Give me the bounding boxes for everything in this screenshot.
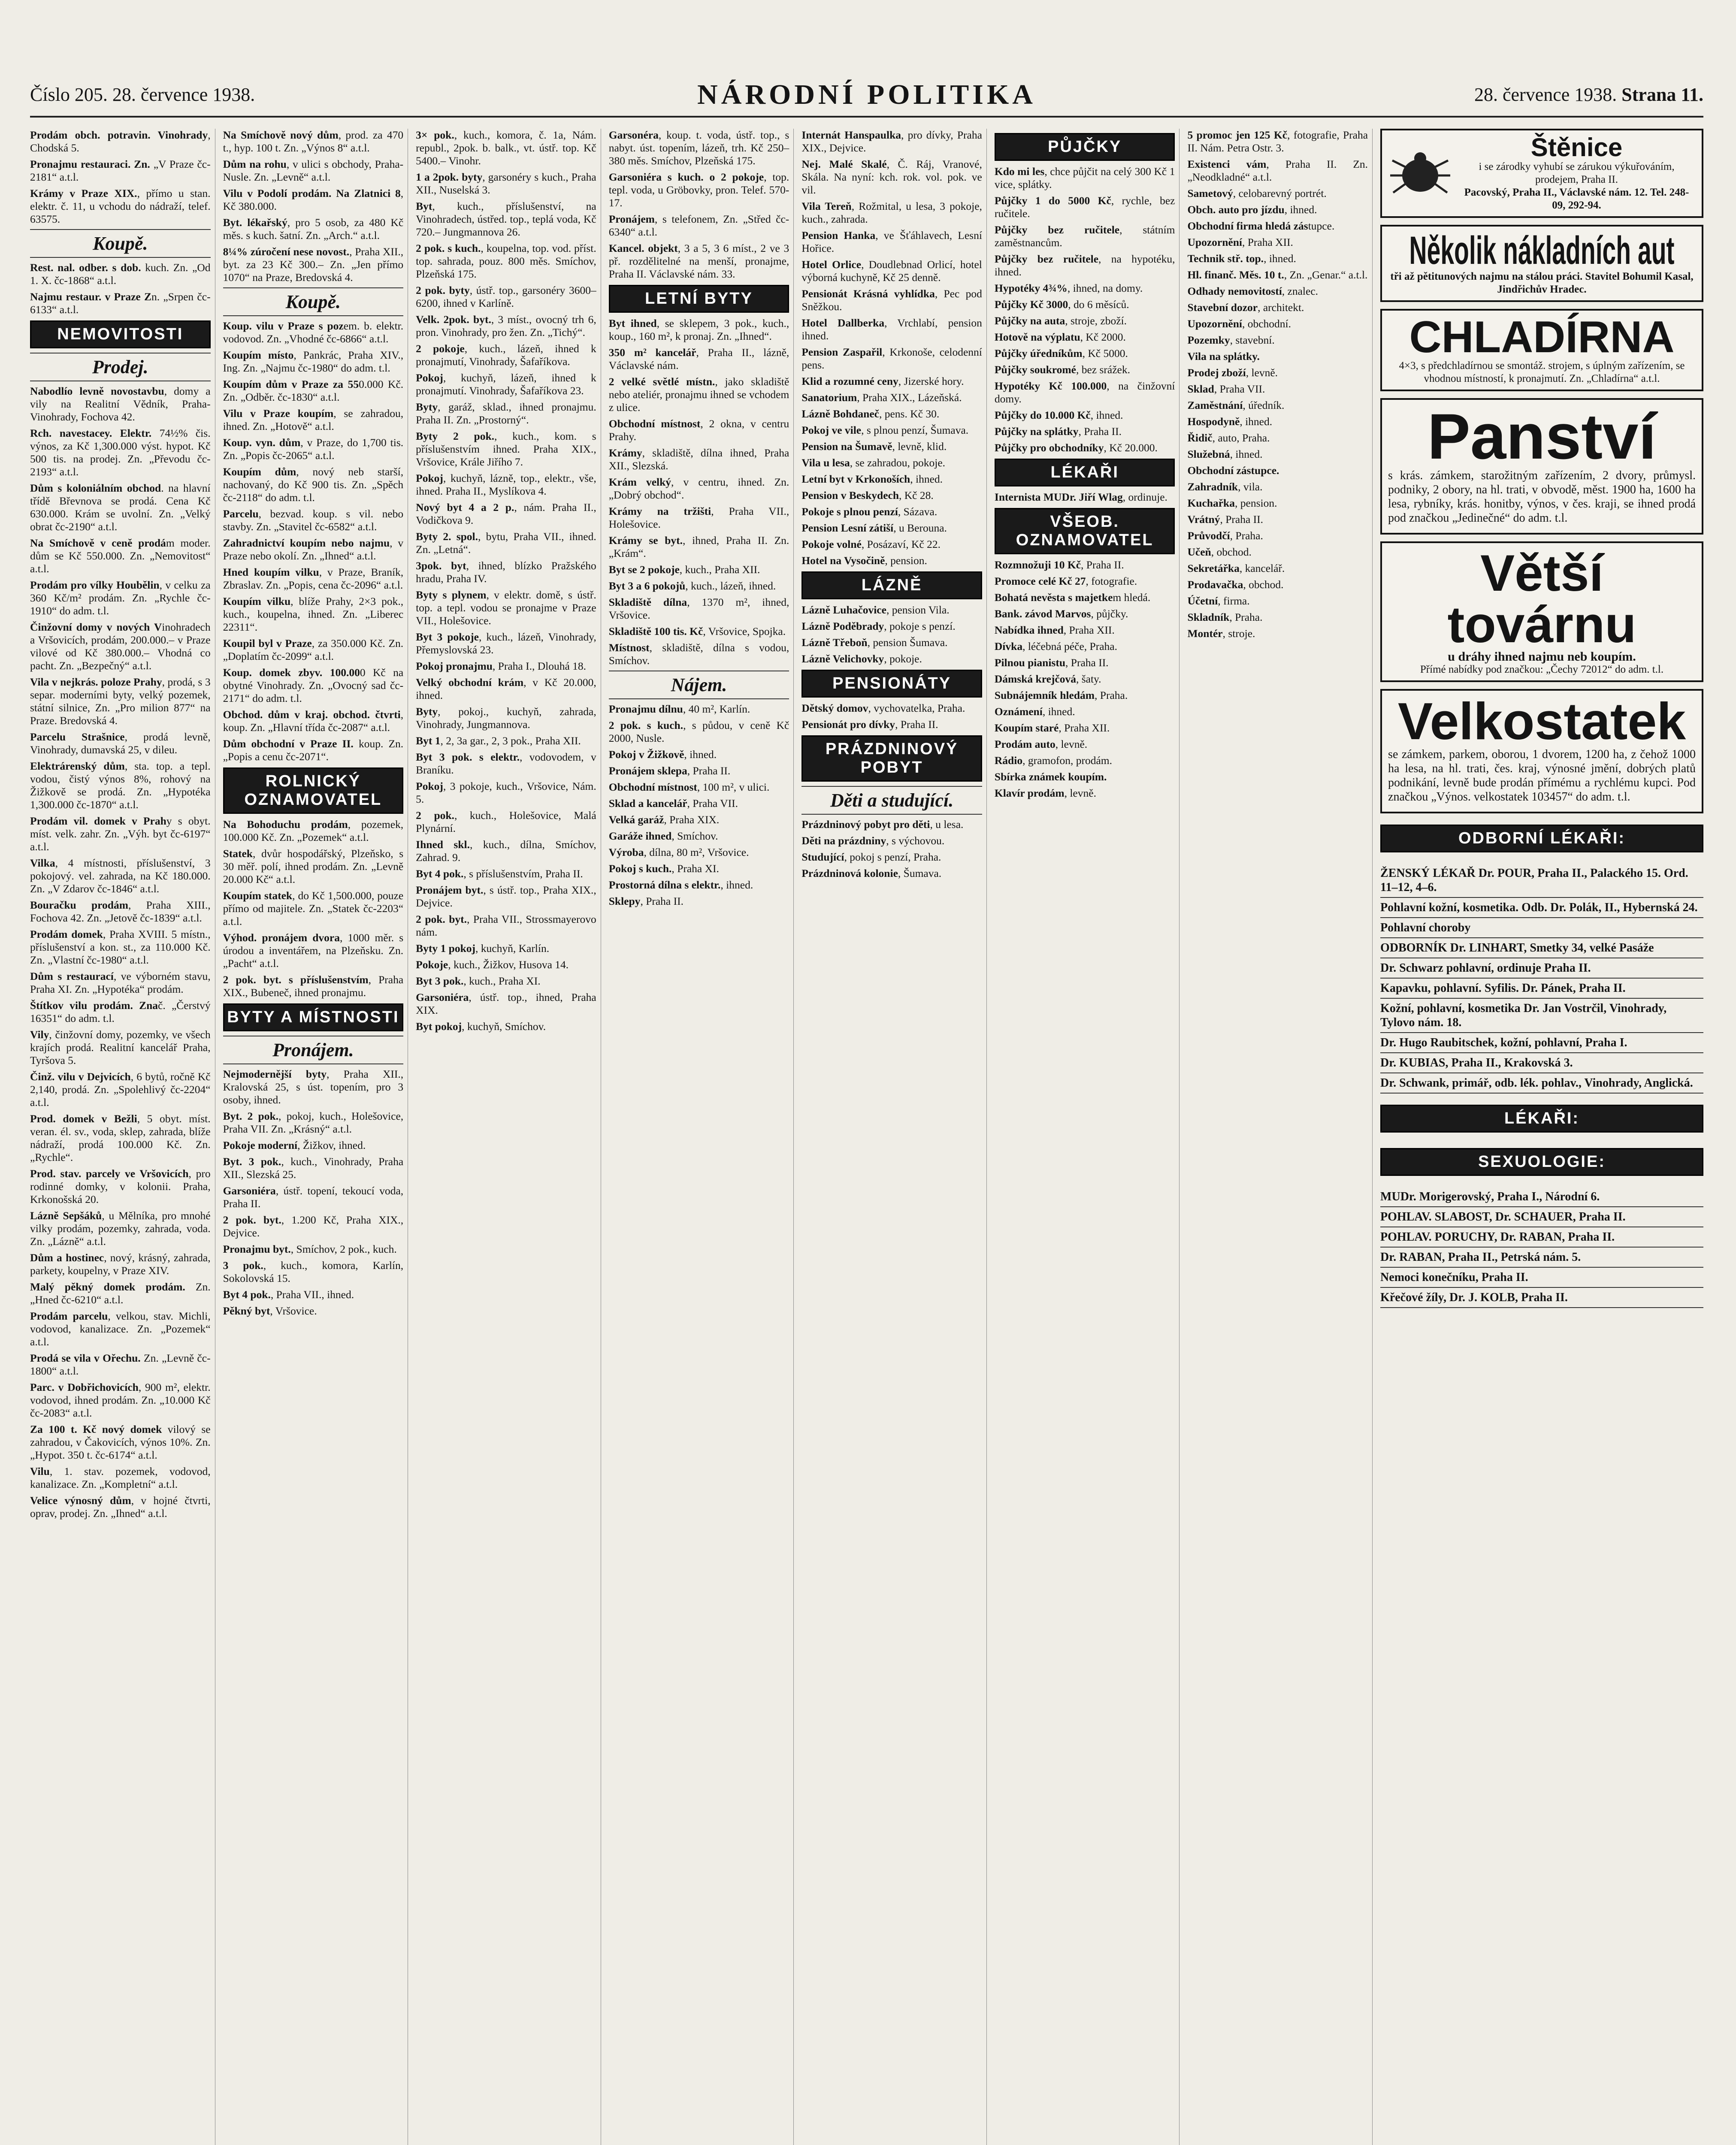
classified-ad: Hypotéky Kč 100.000, na činžovní domy. xyxy=(994,380,1175,405)
doctor-ad: POHLAV. SLABOST, Dr. SCHAUER, Praha II. xyxy=(1380,1207,1703,1227)
section-deti: Děti a studující. xyxy=(801,786,982,815)
classified-ad: Byt 3 pok., kuch., Praha XI. xyxy=(416,975,541,987)
classified-ad: Odhady nemovitostí, znalec. xyxy=(1187,285,1319,297)
classified-ad: Existenci vám, Praha II. Zn. „Neodkladné“ a.t.l. xyxy=(1187,158,1368,183)
classified-ad: Kuchařka, pension. xyxy=(1187,497,1277,509)
classified-ad: Půjčky pro obchodníky, Kč 20.000. xyxy=(994,441,1158,454)
classified-ad: Vilka, 4 místnosti, příslušenství, 3 pokojový. vel. zahrada, na Kč 180.000. Zn. „V Zdarov čc-1846“ a.t.l. xyxy=(30,857,211,895)
doctor-ad: Pohlavní choroby xyxy=(1380,918,1703,938)
classified-ad: Skladník, Praha. xyxy=(1187,611,1263,623)
factory-ad xyxy=(1380,541,1703,682)
classified-ad: Velice výnosný dům, v hojné čtvrti, oprav, prodej. Zn. „Ihned“ a.t.l. xyxy=(30,1494,211,1520)
classified-ad: Vila na splátky. xyxy=(1187,350,1260,363)
classified-ad: Nej. Malé Skalé, Č. Ráj, Vranové, Skála. Na nyní: kch. rok. vol. pok. ve vil. xyxy=(801,158,982,196)
page-info xyxy=(1474,84,1703,106)
classified-ad: Byty s plynem, v elektr. domě, s ústř. top. a tepl. vodou se pronajme v Praze VII., Holešovice. xyxy=(416,589,596,627)
classified-ad: Koupím dům, nový neb starší, nachovaný, do Kč 900 tis. Zn. „Spěch čc-2118“ do adm. t.l. xyxy=(223,465,404,504)
classified-ad: Byt pokoj, kuchyň, Smíchov. xyxy=(416,1020,546,1033)
classified-ad: Obchodní místnost, 2 okna, v centru Prahy. xyxy=(608,417,789,443)
classified-ad: Pokoj, 3 pokoje, kuch., Vršovice, Nám. 5. xyxy=(416,780,596,805)
masthead-rule xyxy=(30,116,1703,118)
classified-ad: Byt. 2 pok., pokoj, kuch., Holešovice, Praha VII. Zn. „Krásný“ a.t.l. xyxy=(223,1110,404,1135)
classified-ad: Lázně Velichovky, pokoje. xyxy=(801,653,922,665)
classified-ad: Dětský domov, vychovatelka, Praha. xyxy=(801,702,965,714)
classified-ad: 1 a 2pok. byty, garsonéry s kuch., Praha XII., Nuselská 3. xyxy=(416,171,596,196)
classified-ad: Vilu v Praze koupím, se zahradou, ihned. Zn. „Hotově“ a.t.l. xyxy=(223,407,404,432)
classified-ad: Koupím staré, Praha XII. xyxy=(994,722,1110,734)
classified-ad: Pokoje, kuch., Žižkov, Husova 14. xyxy=(416,958,569,971)
classified-ad: Pronájem, s telefonem, Zn. „Střed čc-6340“ a.t.l. xyxy=(608,213,789,238)
classified-ad: Klid a rozumné ceny, Jizerské hory. xyxy=(801,375,964,387)
classified-ad: 3 pok., kuch., komora, Karlín, Sokolovská 15. xyxy=(223,1259,404,1284)
doctor-ad: Dr. KUBIAS, Praha II., Krakovská 3. xyxy=(1380,1053,1703,1073)
classified-ad: Statek, dvůr hospodářský, Plzeňsko, s 30 měř. polí, ihned prodám. Zn. „Levně 20.000 Kč“ a.t.l. xyxy=(223,847,404,885)
bedbug-firm: Pacovský, Praha II., Václavské nám. 12. Tel. 248-09, 292-94. xyxy=(1464,187,1689,211)
classified-ad: Pěkný byt, Vršovice. xyxy=(223,1305,317,1317)
classified-ad: Byty, pokoj., kuchyň, zahrada, Vinohrady, Jungmannova. xyxy=(416,705,596,731)
classified-ad: Činž. vilu v Dejvicích, 6 bytů, ročně Kč 2,140, prodá. Zn. „Spolehlivý čc-2204“ a.t.l. xyxy=(30,1070,211,1109)
classified-ad: Velk. 2pok. byt., 3 míst., ovocný trh 6, pron. Vinohrady, pro žen. Zn. „Tichý“. xyxy=(416,313,596,338)
classified-ad: Dům s koloniálním obchod. na hlavní třídě Břevnova se prodá. Cena Kč 630.000. Krám se uvolní. Zn. „Velký obrat čc-2190“ a.t.l. xyxy=(30,482,211,533)
classified-ad: Pokoj pronajmu, Praha I., Dlouhá 18. xyxy=(416,660,587,672)
classified-ad: Byt 4 pok., Praha VII., ihned. xyxy=(223,1288,354,1301)
classified-ad: Najmu restaur. v Praze Zn. „Srpen čc-6133“ a.t.l. xyxy=(30,290,211,316)
classified-ad: 2 velké světlé místn., jako skladiště nebo ateliér, pronajmu ihned se vchodem z ulice. xyxy=(608,375,789,414)
bedbug-title: Štěnice xyxy=(1530,133,1623,162)
classified-ad: Rest. nal. odber. s dob. kuch. Zn. „Od 1. X. čc-1868“ a.t.l. xyxy=(30,261,211,287)
classified-ad: Koup. vyn. dům, v Praze, do 1,700 tis. Zn. „Popis čc-2065“ a.t.l. xyxy=(223,436,404,462)
classified-ad: Vilu v Podolí prodám. Na Zlatnici 8, Kč 380.000. xyxy=(223,187,404,212)
classified-ad: Pokoj v Žižkově, ihned. xyxy=(608,748,717,761)
classified-ad: Pokoj ve vile, s plnou penzí, Šumava. xyxy=(801,424,969,436)
classified-ad: Dámská krejčová, šaty. xyxy=(994,673,1101,685)
classified-ad: Pronájem sklepa, Praha II. xyxy=(608,764,731,777)
classified-ad: Na Smíchově nový dům, prod. za 470 t., hyp. 100 t. Zn. „Výnos 8“ a.t.l. xyxy=(223,129,404,154)
classified-ad: Byty, garáž, sklad., ihned pronajmu. Praha II. Zn. „Prostorný“. xyxy=(416,401,596,426)
classified-ad: Půjčky úředníkům, Kč 5000. xyxy=(994,347,1128,360)
trucks-title: Několik nákladních aut xyxy=(1409,229,1675,272)
classified-ad: Výroba, dílna, 80 m², Vršovice. xyxy=(608,846,749,858)
classified-ad: Sklad, Praha VII. xyxy=(1187,383,1265,395)
classified-ad: Nabodlío levně novostavbu, domy a vily na Realitní Vědník, Praha-Vinohrady, Fochova 42. xyxy=(30,385,211,423)
doctor-ad: Pohlavní kožní, kosmetika. Odb. Dr. Polák, II., Hybernská 24. xyxy=(1380,898,1703,918)
section-penzionaty: PENSIONÁTY xyxy=(801,670,982,698)
classified-ad: Nabídka ihned, Praha XII. xyxy=(994,624,1115,636)
column-1 xyxy=(30,129,215,2145)
section-odborni-lekari: ODBORNÍ LÉKAŘI: xyxy=(1380,825,1703,852)
classified-ad: 2 pok. byt., 1.200 Kč, Praha XIX., Dejvice. xyxy=(223,1214,404,1239)
classified-ad: Byt 3 a 6 pokojů, kuch., lázeň, ihned. xyxy=(608,580,776,592)
classified-ad: Prázdninový pobyt pro děti, u lesa. xyxy=(801,818,964,831)
classified-ad: Pension v Beskydech, Kč 28. xyxy=(801,489,934,502)
classified-ad: Prod. domek v Bežli, 5 obyt. míst. veran. él. sv., voda, sklep, zahrada, blíže nádraží, prodá 100.000 Kč. Zn. „Rychle“. xyxy=(30,1112,211,1163)
classified-ad: Vily, činžovní domy, pozemky, ve všech krajích prodá. Realitní kancelář Praha, Tyršova 5. xyxy=(30,1028,211,1066)
classified-ad: Pension Hanka, ve Šťáhlavech, Lesní Hořice. xyxy=(801,229,982,254)
classified-ad: Vilu, 1. stav. pozemek, vodovod, kanalizace. Zn. „Kompletní“ a.t.l. xyxy=(30,1465,211,1490)
section-byty: BYTY A MÍSTNOSTI xyxy=(223,1003,404,1031)
classified-ad: Prostorná dílna s elektr., ihned. xyxy=(608,879,753,891)
doctor-ad: ŽENSKÝ LÉKAŘ Dr. POUR, Praha II., Palackého 15. Ord. 11–12, 4–6. xyxy=(1380,864,1703,898)
classified-ad: Sklad a kancelář, Praha VII. xyxy=(608,797,738,810)
classified-ad: Nový byt 4 a 2 p., nám. Praha II., Vodičkova 9. xyxy=(416,501,596,526)
classified-ad: Oznámení, ihned. xyxy=(994,705,1075,718)
classified-ad: 5 promoc jen 125 Kč, fotografie, Praha II. Nám. Petra Ostr. 3. xyxy=(1187,129,1368,154)
classified-ad: Koupil byl v Praze, za 350.000 Kč. Zn. „Doplatím čc-2099“ a.t.l. xyxy=(223,637,404,662)
classified-ad: Koupím dům v Praze za 550.000 Kč. Zn. „Odběr. čc-1830“ a.t.l. xyxy=(223,378,404,403)
classified-ad: Na Bohoduchu prodám, pozemek, 100.000 Kč. Zn. „Pozemek“ a.t.l. xyxy=(223,818,404,843)
classified-ad: Děti na prázdniny, s výchovou. xyxy=(801,834,945,847)
columns xyxy=(30,129,1708,2145)
classified-ad: Zaměstnání, úředník. xyxy=(1187,399,1285,411)
classified-ad: Dívka, léčebná péče, Praha. xyxy=(994,640,1117,653)
section-koupe: Koupě. xyxy=(30,229,211,258)
classified-ad: 8¼% zúročení nese novost., Praha XII., byt. za 23 Kč 300.– Zn. „Jen přímo 1070“ na Praze, Bredovská 4. xyxy=(223,245,404,284)
classified-ad: Hl. finanč. Měs. 10 t., Zn. „Genar.“ a.t.l. xyxy=(1187,269,1368,281)
doctors-list-2 xyxy=(1380,1187,1703,1308)
classified-ad: Garsoniéra, ústř. topení, tekoucí voda, Praha II. xyxy=(223,1184,404,1210)
classified-ad: Skladiště 100 tis. Kč, Vršovice, Spojka. xyxy=(608,625,786,637)
classified-ad: Sbírka známek koupím. xyxy=(994,770,1107,783)
classified-ad: Vila Tereň, Rožmital, u lesa, 3 pokoje, kuch., zahrada. xyxy=(801,200,982,225)
display-ads-column xyxy=(1380,129,1708,2145)
classified-ad: 2 pok. byt. s příslušenstvím, Praha XIX., Bubeneč, ihned pronajmu. xyxy=(223,973,404,999)
classified-ad: Rozmnožuji 10 Kč, Praha II. xyxy=(994,559,1124,571)
classified-ad: Za 100 t. Kč nový domek vilový se zahradou, v Čakovicích, výnos 10%. Zn. „Hypot. 350 t. čc-6174“ a.t.l. xyxy=(30,1423,211,1461)
classified-ad: Garsoniéra, ústř. top., ihned, Praha XIX. xyxy=(416,991,596,1016)
section-prodej: Prodej. xyxy=(30,353,211,381)
newspaper-title: NÁRODNÍ POLITIKA xyxy=(697,79,1036,110)
section-rolnicky: ROLNICKÝ OZNAMOVATEL xyxy=(223,767,404,814)
classified-ad: Byty 1 pokoj, kuchyň, Karlín. xyxy=(416,942,550,955)
classified-ad: Půjčky bez ručitele, na hypotéku, ihned. xyxy=(994,253,1175,278)
classified-ad: Půjčky bez ručitele, státním zaměstnancům. xyxy=(994,224,1175,249)
classified-ad: Pokoje moderní, Žižkov, ihned. xyxy=(223,1139,366,1151)
doctor-ad: Dr. Hugo Raubitschek, kožní, pohlavní, Praha I. xyxy=(1380,1033,1703,1053)
classified-ad: Výhod. pronájem dvora, 1000 měr. s úrodou a inventářem, na Plzeňsku. Zn. „Pacht“ a.t.l. xyxy=(223,931,404,970)
classified-ad: Hotel Orlice, Doudlebnad Orlicí, hotel výborná kuchyně, Kč 25 denně. xyxy=(801,258,982,284)
classified-ad: Hotel na Vysočině, pension. xyxy=(801,554,927,567)
classified-ad: Prodám pro vílky Houbělin, v celku za 360 Kč/m² prodám. Zn. „Rychle čc-1910“ do adm. t.l. xyxy=(30,579,211,617)
classified-ad: Subnájemník hledám, Praha. xyxy=(994,689,1128,701)
classified-ad: Montér, stroje. xyxy=(1187,627,1255,640)
classified-ad: Vila u lesa, se zahradou, pokoje. xyxy=(801,456,946,469)
classified-ad: Obchod. dům v kraj. obchod. čtvrti, koup. Zn. „Hlavní třída čc-2087“ a.t.l. xyxy=(223,708,404,734)
classified-ad: Byt ihned, se sklepem, 3 pok., kuch., koup., 160 m², k pronaj. Zn. „Ihned“. xyxy=(608,317,789,342)
classified-ad: Pension Zaspařil, Krkonoše, celodenní pens. xyxy=(801,346,982,371)
section-lekari: LÉKAŘI xyxy=(995,459,1175,486)
classified-ad: Na Smíchově v ceně prodám moder. dům se Kč 550.000. Zn. „Nemovitost“ a.t.l. xyxy=(30,537,211,575)
classified-ad: Prodám domek, Praha XVIII. 5 místn., příslušenství a kon. st., za 110.000 Kč. Zn. „Vlastní čc-1980“ a.t.l. xyxy=(30,928,211,966)
section-letni-byty: LETNÍ BYTY xyxy=(609,285,789,313)
classified-ad: Bank. závod Marvos, půjčky. xyxy=(994,607,1128,620)
doctor-ad: Dr. Schwank, primář, odb. lék. pohlav., Vinohrady, Anglická. xyxy=(1380,1073,1703,1094)
classified-ad: 2 pok., kuch., Holešovice, Malá Plynární. xyxy=(416,809,596,834)
classified-ad: Krám velký, v centru, ihned. Zn. „Dobrý obchod“. xyxy=(608,476,789,501)
classified-ad: 2 pok. byt., Praha VII., Strossmayerovo nám. xyxy=(416,913,596,938)
classified-ad: Garáže ihned, Smíchov. xyxy=(608,830,718,842)
classified-ad: Koupím vilku, blíže Prahy, 2×3 pok., kuch., koupelna, ihned. Zn. „Liberec 22311“. xyxy=(223,595,404,633)
classified-ad: Místnost, skladiště, dílna s vodou, Smíchov. xyxy=(608,641,789,667)
classified-ad: Dům s restaurací, ve výborném stavu, Praha XI. Zn. „Hypotéka“ prodám. xyxy=(30,970,211,995)
classified-ad: Kdo mi les, chce půjčit na celý 300 Kč 1 vice, splátky. xyxy=(994,165,1175,190)
column-7 xyxy=(1187,129,1373,2145)
classified-ad: 350 m² kancelář, Praha II., lázně, Václavské nám. xyxy=(608,346,789,372)
classified-ad: Lázně Sepšáků, u Mělníka, pro mnohé vilky prodám, pozemky, zahrada, voda. Zn. „Lázně“ a.t.l. xyxy=(30,1209,211,1248)
section-vseob: VŠEOB. OZNAMOVATEL xyxy=(995,508,1175,554)
classified-ad: Obchodní místnost, 100 m², v ulici. xyxy=(608,781,770,793)
bedbug-text: i se zárodky vyhubí se zárukou výkuřováním, prodejem, Praha II. xyxy=(1479,161,1675,185)
doctors-list xyxy=(1380,864,1703,1094)
estate-text: s krás. zámkem, starožitným zařízením, 2 dvory, průmysl. podniky, 2 obory, na hl. trati, v obvodě, měst. 1900 ha, 1600 ha lesa, rybníky, krás. honitby, výnos, v čes. kraji, se ihned prodá pod značkou „Jedinečné“ do adm. t.l. xyxy=(1388,469,1696,525)
cold-storage-text: 4×3, s předchladírnou se smontáž. strojem, s úplným zařízením, se vhodnou místností, k pronajmutí. Zn. „Chladírna“ a.t.l. xyxy=(1399,360,1685,384)
doctor-ad: Dr. Schwarz pohlavní, ordinuje Praha II. xyxy=(1380,958,1703,979)
classified-ad: Pozemky, stavební. xyxy=(1187,334,1275,346)
classified-ad: Byt 4 pok., s příslušenstvím, Praha II. xyxy=(416,867,583,880)
classified-ad: Prodá se vila v Ořechu. Zn. „Levně čc-1800“ a.t.l. xyxy=(30,1352,211,1377)
cold-storage-ad xyxy=(1380,309,1703,391)
section-lekari: LÉKAŘI: xyxy=(1380,1105,1703,1133)
classified-ad: Rádio, gramofon, prodám. xyxy=(994,754,1112,767)
classified-ad: Pokoj, kuchyň, lázně, top., elektr., vše, ihned. Praha II., Myslíkova 4. xyxy=(416,472,596,497)
classified-ad: Prodej zboží, levně. xyxy=(1187,366,1278,379)
masthead xyxy=(30,75,1703,122)
doctor-ad: POHLAV. PORUCHY, Dr. RABAN, Praha II. xyxy=(1380,1227,1703,1248)
classified-ad: Technik stř. top., ihned. xyxy=(1187,252,1296,265)
doctor-ad: Nemoci konečníku, Praha II. xyxy=(1380,1268,1703,1288)
classified-ad: 2 pok. s kuch., s půdou, v ceně Kč 2000, Nusle. xyxy=(608,719,789,744)
classified-ad: Sekretářka, kancelář. xyxy=(1187,562,1285,574)
classified-ad: Krámy, skladiště, dílna ihned, Praha XII., Slezská. xyxy=(608,447,789,472)
classified-ad: Nejmodernější byty, Praha XII., Kralovská 25, s úst. topením, pro 3 osoby, ihned. xyxy=(223,1068,404,1106)
classified-ad: Hotel Dallberka, Vrchlabí, pension ihned. xyxy=(801,317,982,342)
classified-ad: Prod. stav. parcely ve Vršovicích, pro rodinné domky, v kolonii. Praha, Krkonošská 20. xyxy=(30,1167,211,1205)
column-6 xyxy=(995,129,1180,2145)
classified-ad: Štítkov vilu prodám. Znač. „Čerstvý 16351“ do adm. t.l. xyxy=(30,999,211,1024)
classified-ad: Klavír prodám, levně. xyxy=(994,787,1096,799)
doctor-ad: Kožní, pohlavní, kosmetika Dr. Jan Vostrčil, Vinohrady, Tylovo nám. 18. xyxy=(1380,999,1703,1033)
section-pujcky: PŮJČKY xyxy=(995,133,1175,161)
classified-ad: Garsoniéra s kuch. o 2 pokoje, top. tepl. voda, u Gröbovky, pron. Telef. 570-17. xyxy=(608,171,789,209)
classified-ad: Půjčky do 10.000 Kč, ihned. xyxy=(994,409,1123,421)
column-5 xyxy=(801,129,987,2145)
classified-ad: Lázně Poděbrady, pokoje s penzí. xyxy=(801,620,956,632)
classified-ad: Byt 3 pok. s elektr., vodovodem, v Braníku. xyxy=(416,751,596,776)
classified-ad: Byt. 3 pok., kuch., Vinohrady, Praha XII., Slezská 25. xyxy=(223,1155,404,1181)
section-lazne: LÁZNĚ xyxy=(801,571,982,599)
classified-ad: Obchodní zástupce. xyxy=(1187,464,1279,477)
classified-ad: Stavební dozor, architekt. xyxy=(1187,301,1304,314)
classified-ad: Prodám auto, levně. xyxy=(994,738,1088,750)
classified-ad: Pronajmu dílnu, 40 m², Karlín. xyxy=(608,703,750,715)
classified-ad: Hospodyně, ihned. xyxy=(1187,415,1273,428)
classified-ad: Krámy v Praze XIX., přímo u stan. elektr. č. 11, u vchodu do nádraží, telef. 63575. xyxy=(30,187,211,225)
classified-ad: Půjčky Kč 3000, do 6 měsíců. xyxy=(994,298,1129,311)
classified-ad: Prodám parcelu, velkou, stav. Michli, vodovod, kanalizace. Zn. „Pozemek“ a.t.l. xyxy=(30,1310,211,1348)
page-date: 28. července 1938. xyxy=(1474,84,1617,105)
section-najem: Nájem. xyxy=(609,671,789,699)
classified-ad: Účetní, firma. xyxy=(1187,595,1250,607)
classified-ad: Ihned skl., kuch., dílna, Smíchov, Zahrad. 9. xyxy=(416,838,596,864)
classified-ad: Byt. lékařský, pro 5 osob, za 480 Kč měs. s kuch. šatní. Zn. „Arch.“ a.t.l. xyxy=(223,216,404,242)
classified-ad: Učeň, obchod. xyxy=(1187,546,1252,558)
classified-ad: Prodám obch. potravin. Vinohrady, Chodská 5. xyxy=(30,129,211,154)
classified-ad: Upozornění, obchodní. xyxy=(1187,317,1291,330)
factory-sub: u dráhy ihned najmu neb koupím. xyxy=(1448,650,1636,664)
large-estate-text: se zámkem, parkem, oborou, 1 dvorem, 1200 ha, z čehož 1000 ha lesa, na hl. trati, čes. kraj, výnosné jmění, dobrých platů podnikání, levně bude prodán přímému a rychlému kupci. Pod značkou „Výnos. velkostatek 103457“ do adm. t.l. xyxy=(1388,748,1696,804)
classified-ad: Koupím statek, do Kč 1,500.000, pouze přímo od majitele. Zn. „Statek čc-2203“ a.t.l. xyxy=(223,889,404,927)
classified-ad: Velká garáž, Praha XIX. xyxy=(608,813,720,826)
classified-ad: Internát Hanspaulka, pro dívky, Praha XIX., Dejvice. xyxy=(801,129,982,154)
classified-ad: Řidič, auto, Praha. xyxy=(1187,432,1270,444)
classified-ad: Byty 2. spol., bytu, Praha VII., ihned. Zn. „Letná“. xyxy=(416,530,596,556)
classified-ad: Pension na Šumavě, levně, klid. xyxy=(801,440,947,453)
classified-ad: Činžovní domy v nových Vinohradech a Vršovicích, prodám, 200.000.– v Praze vilové od Kč 380.000.– Vhodná co pacht. Zn. „Bezpečný“ a.t.l. xyxy=(30,621,211,672)
bedbug-icon xyxy=(1388,148,1452,199)
classified-ad: Byt 1, 2, 3a gar., 2, 3 pok., Praha XII. xyxy=(416,734,581,747)
classified-ad: Prodám vil. domek v Prahy s obyt. míst. velk. zahr. Zn. „Výh. byt čc-6197“ a.t.l. xyxy=(30,815,211,853)
section-prazdninovy: PRÁZDNINOVÝ POBYT xyxy=(801,735,982,782)
doctor-ad: Kapavku, pohlavní. Syfilis. Dr. Pánek, Praha II. xyxy=(1380,979,1703,999)
classified-ad: Vila v nejkrás. poloze Prahy, prodá, s 3 separ. moderními byty, velký pozemek, státní silnice, Zn. „Pro milion 877“ na Praze. Bredovská 4. xyxy=(30,676,211,727)
trucks-text: tři až pětitunových najmu na stálou práci. Stavitel Bohumil Kasal, Jindřichův Hradec. xyxy=(1390,271,1694,295)
doctor-ad: Křečové žíly, Dr. J. KOLB, Praha II. xyxy=(1380,1288,1703,1308)
section-koupe2: Koupě. xyxy=(223,287,404,316)
classified-ad: Malý pěkný domek prodám. Zn. „Hned čc-6210“ a.t.l. xyxy=(30,1281,211,1306)
classified-ad: Pokoj s kuch., Praha XI. xyxy=(608,862,719,875)
classified-ad: Prodavačka, obchod. xyxy=(1187,578,1284,591)
classified-ad: Půjčky 1 do 5000 Kč, rychle, bez ručitele. xyxy=(994,194,1175,220)
classified-ad: Lázně Bohdaneč, pens. Kč 30. xyxy=(801,408,940,420)
classified-ad: Promoce celé Kč 27, fotografie. xyxy=(994,575,1137,587)
classified-ad: Dům a hostinec, nový, krásný, zahrada, parkety, koupelny, v Praze XIV. xyxy=(30,1251,211,1277)
doctor-ad: ODBORNÍK Dr. LINHART, Smetky 34, velké Pasáže xyxy=(1380,938,1703,958)
classified-ad: Pilnou pianistu, Praha II. xyxy=(994,656,1109,669)
classified-ad: Pokoje s plnou penzí, Sázava. xyxy=(801,505,938,518)
classified-ad: Obchodní firma hledá zástupce. xyxy=(1187,220,1335,232)
issue-number: Číslo 205. xyxy=(30,84,108,105)
classified-ad: Hned koupím vilku, v Praze, Braník, Zbraslav. Zn. „Popis, cena čc-2096“ a.t.l. xyxy=(223,566,404,591)
classified-ad: Sanatorium, Praha XIX., Lázeňská. xyxy=(801,391,962,404)
column-2 xyxy=(223,129,408,2145)
classified-ad: Koup. vilu v Praze s pozem. b. elektr. vodovod. Zn. „Vhodné čc-6866“ a.t.l. xyxy=(223,320,404,345)
classified-ad: Hotově na výplatu, Kč 2000. xyxy=(994,331,1126,343)
classified-ad: Elektrárenský dům, sta. top. a tepl. vodou, čistý výnos 8%, rohový na Žižkově se prodá. Zn. „Hypotéka 1,300.000 čc-1870“ a.t.l. xyxy=(30,760,211,811)
classified-ad: Pokoje volné, Posázaví, Kč 22. xyxy=(801,538,941,550)
classified-ad: Rch. navestacey. Elektr. 74½% čis. výnos, za Kč 1,300.000 výst. hypot. Kč 500 tis. na prodej. Zn. „Převodu čc-2193“ a.t.l. xyxy=(30,427,211,478)
classified-ad: Sklepy, Praha II. xyxy=(608,895,684,907)
classified-ad: Parc. v Dobřichovicích, 900 m², elektr. vodovod, ihned prodám. Zn. „10.000 Kč čc-2083“ a.t.l. xyxy=(30,1381,211,1419)
estate-ad xyxy=(1380,398,1703,535)
classified-ad: Internista MUDr. Jiří Wlag, ordinuje. xyxy=(994,491,1167,503)
classified-ad: Zahradník, vila. xyxy=(1187,480,1263,493)
classified-ad: Dům na rohu, v ulici s obchody, Praha-Nusle. Zn. „Levně“ a.t.l. xyxy=(223,158,404,183)
classified-ad: Půjčky soukromé, bez srážek. xyxy=(994,363,1130,376)
classified-ad: Bouračku prodám, Praha XIII., Fochova 42. Zn. „Jetově čc-1839“ a.t.l. xyxy=(30,899,211,924)
classified-ad: Pronájem byt., s ústř. top., Praha XIX., Dejvice. xyxy=(416,884,596,909)
classified-ad: 3× pok., kuch., komora, č. 1a, Nám. republ., 2pok. b. balk., vt. ústř. top. Kč 5400.– Vinohr. xyxy=(416,129,596,167)
large-estate-title: Velkostatek xyxy=(1397,692,1686,750)
section-nemovitosti: NEMOVITOSTI xyxy=(30,320,211,348)
classified-ad: 2 pok. s kuch., koupelna, top. vod. příst. top. sahrada, pouz. 800 měs. Smíchov, Plzeňská 175. xyxy=(416,242,596,280)
bedbug-ad xyxy=(1380,129,1703,218)
classified-ad: 2 pok. byty, ústř. top., garsonéry 3600–6200, ihned v Karlíně. xyxy=(416,284,596,309)
large-estate-ad xyxy=(1380,689,1703,813)
classified-ad: Půjčky na auta, stroje, zboží. xyxy=(994,314,1127,327)
classified-ad: Prázdninová kolonie, Šumava. xyxy=(801,867,942,879)
factory-text: Přímé nabídky pod značkou: „Čechy 72012“ do adm. t.l. xyxy=(1420,664,1664,675)
classified-ad: Dům obchodní v Praze II. koup. Zn. „Popis a cenu čc-2071“. xyxy=(223,737,404,763)
classified-ad: Velký obchodní krám, v Kč 20.000, ihned. xyxy=(416,676,596,701)
doctor-ad: MUDr. Morigerovský, Praha I., Národní 6. xyxy=(1380,1187,1703,1207)
column-4 xyxy=(609,129,794,2145)
estate-title: Panství xyxy=(1427,400,1657,472)
classified-ad: Parcelu Strašnice, prodá levně, Vinohrady, dumavská 25, v dileu. xyxy=(30,731,211,756)
classified-ad: Koupím místo, Pankrác, Praha XIV., Ing. Zn. „Najmu čc-1980“ do adm. t.l. xyxy=(223,349,404,374)
classified-ad: Lázně Třeboň, pension Šumava. xyxy=(801,636,948,649)
classified-ad: Byt 3 pokoje, kuch., lázeň, Vinohrady, Přemyslovská 23. xyxy=(416,631,596,656)
cold-storage-title: CHLADÍRNA xyxy=(1409,312,1675,362)
factory-title: Větší továrnu xyxy=(1447,544,1636,653)
classified-ad: Garsonéra, koup. t. voda, ústř. top., s nabyt. úst. topením, lázeň, trh. Kč 250–380 měs. Smíchov, Plzeňská 175. xyxy=(608,129,789,167)
classified-ad: Lázně Luhačovice, pension Vila. xyxy=(801,604,950,616)
classified-ad: Pronajmu restauraci. Zn. „V Praze čc-2181“ a.t.l. xyxy=(30,158,211,183)
classified-ad: 2 pokoje, kuch., lázeň, ihned k pronajmutí, Vinohrady, Šafaříkova. xyxy=(416,342,596,368)
classified-ad: Byt se 2 pokoje, kuch., Praha XII. xyxy=(608,563,760,576)
classified-ad: Parcelu, bezvad. koup. s vil. nebo stavby. Zn. „Stavitel čc-6582“ a.t.l. xyxy=(223,508,404,533)
classified-ad: Pokoj, kuchyň, lázeň, ihned k pronajmutí. Vinohrady, Šafaříkova 23. xyxy=(416,372,596,397)
classified-ad: Služebná, ihned. xyxy=(1187,448,1263,460)
classified-ad: Upozornění, Praha XII. xyxy=(1187,236,1293,248)
classified-ad: Krámy na tržišti, Praha VII., Holešovice. xyxy=(608,505,789,530)
classified-ad: Průvodčí, Praha. xyxy=(1187,529,1263,542)
classified-ad: Hypotéky 4¾%, ihned, na domy. xyxy=(994,282,1143,294)
column-3 xyxy=(416,129,601,2145)
doctor-ad: Dr. RABAN, Praha II., Petrská nám. 5. xyxy=(1380,1248,1703,1268)
classified-ad: Studující, pokoj s penzí, Praha. xyxy=(801,851,941,863)
classified-ad: Kancel. objekt, 3 a 5, 3 6 míst., 2 ve 3 př. rozdělitelné na menší, pronajme, Praha II. Václavské nám. 33. xyxy=(608,242,789,280)
classified-ad: 3pok. byt, ihned, blízko Pražského hradu, Praha IV. xyxy=(416,559,596,585)
classified-ad: Skladiště dílna, 1370 m², ihned, Vršovice. xyxy=(608,596,789,621)
classified-ad: Pensionát Krásná vyhlídka, Pec pod Sněžkou. xyxy=(801,287,982,313)
trucks-ad xyxy=(1380,225,1703,302)
issue-date: 28. července 1938. xyxy=(112,84,255,105)
classified-ad: Letní byt v Krkonoších, ihned. xyxy=(801,473,943,485)
classified-ad: Pension Lesní zátiší, u Berouna. xyxy=(801,522,947,534)
classified-ad: Vrátný, Praha II. xyxy=(1187,513,1264,526)
section-sexuologie: SEXUOLOGIE: xyxy=(1380,1148,1703,1176)
classified-ad: Krámy se byt., ihned, Praha II. Zn. „Krám“. xyxy=(608,534,789,559)
classified-ad: Bohatá nevěsta s majetkem hledá. xyxy=(994,591,1151,604)
classified-ad: Pensionát pro dívky, Praha II. xyxy=(801,718,938,731)
classified-ad: Byty 2 pok., kuch., kom. s příslušenstvím ihned. Praha XIX., Vršovice, Krále Jiřího 7. xyxy=(416,430,596,468)
classified-ad: Pronajmu byt., Smíchov, 2 pok., kuch. xyxy=(223,1243,397,1255)
section-pronajem: Pronájem. xyxy=(223,1036,404,1064)
page-number: Strana 11. xyxy=(1621,84,1703,105)
classified-ad: Koup. domek zbyv. 100.000 Kč na obytné Vinohrady. Zn. „Ovocný sad čc-2171“ do adm. t.l. xyxy=(223,666,404,704)
classified-ad: Obch. auto pro jízdu, ihned. xyxy=(1187,203,1317,216)
classified-ad: Zahradnictví koupím nebo najmu, v Praze nebo okolí. Zn. „Ihned“ a.t.l. xyxy=(223,537,404,562)
classified-ad: Byt, kuch., příslušenství, na Vinohradech, ústřed. top., teplá voda, Kč 720.– Jungmannova 26. xyxy=(416,200,596,238)
classified-ad: Sametový, celobarevný portrét. xyxy=(1187,187,1327,199)
classified-ad: Půjčky na splátky, Praha II. xyxy=(994,425,1122,438)
